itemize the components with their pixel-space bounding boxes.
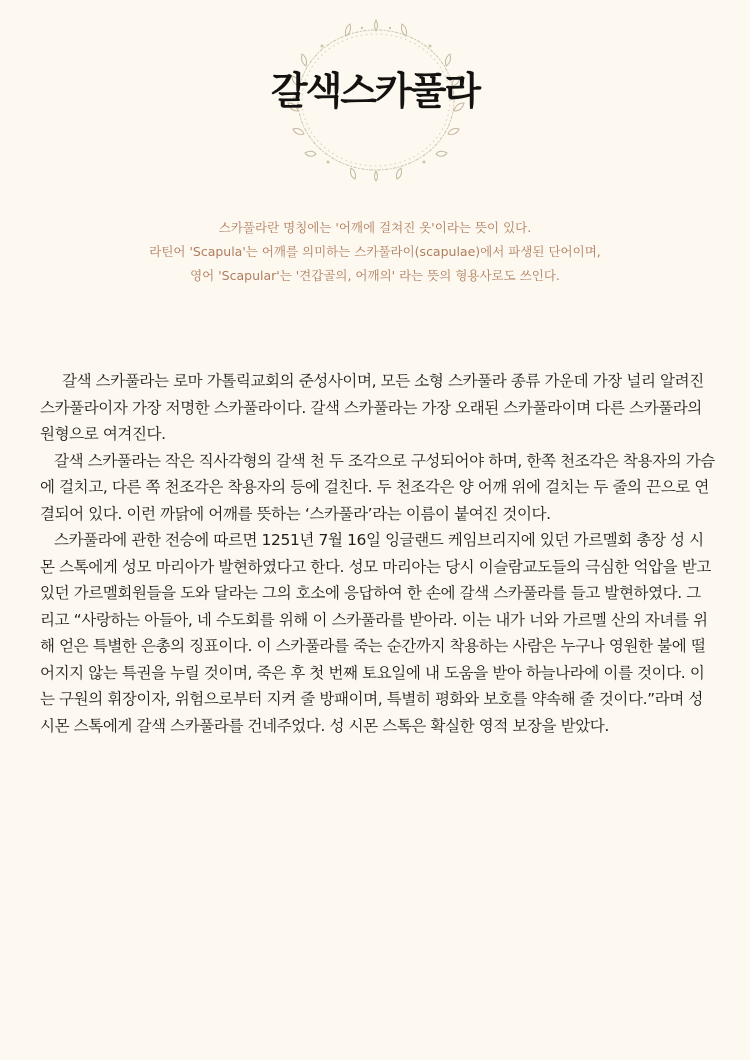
article-paragraph: 스카풀라에 관한 전승에 따르면 1251년 7월 16일 잉글랜드 케임브리지에 있던 가르멜회 총장 성 시몬 스톡에게 성모 마리아가 발현하였다고 한다. 성모 마리아는 당시 이슬람교도들의 극심한 억압을 받고 있던 가르멜회원들을 도와 달라는 그의 호소에 응답하여 한 손에 갈색 스카풀라를 들고 발현하였다. 그리고 “사랑하는 아들아, 네 수도회를 위해 이 스카풀라를 받아라. 이는 내가 너와 가르멜 산의 자녀를 위해 얻은 특별한 은총의 징표이다. 이 스카풀라를 죽는 순간까지 착용하는 사람은 누구나 영원한 불에 떨어지지 않는 특권을 누릴 것이며, 죽은 후 첫 번째 토요일에 내 도움을 받아 하늘나라에 이를 것이다. 이는 구원의 휘장이자, 위험으로부터 지켜 줄 방패이며, 특별히 평화와 보호를 약속해 줄 것이다.”라며 성 시몬 스톡에게 갈색 스카풀라를 건네주었다. 성 시몬 스톡은 확실한 영적 보장을 받았다.	[40, 531, 711, 735]
page-header	[0, 0, 750, 200]
intro-line: 영어 'Scapular'는 '견갑골의, 어깨의' 라는 뜻의 형용사로도 쓰인다.	[190, 268, 560, 283]
article-body	[40, 368, 715, 739]
intro-line: 라틴어 'Scapula'는 어깨를 의미하는 스카풀라이(scapulae)에서 파생된 단어이며,	[149, 244, 601, 259]
article-paragraph: 갈색 스카풀라는 로마 가톨릭교회의 준성사이며, 모든 소형 스카풀라 종류 가운데 가장 널리 알려진 스카풀라이자 가장 저명한 스카풀라이다. 갈색 스카풀라는 가장 오래된 스카풀라이며 다른 스카풀라의 원형으로 여겨진다.	[40, 372, 704, 443]
intro-block	[0, 216, 750, 288]
intro-line: 스카풀라란 명칭에는 '어깨에 걸쳐진 옷'이라는 뜻이 있다.	[218, 220, 532, 235]
page-title: 갈색스카풀라	[270, 69, 480, 113]
article-paragraph: 갈색 스카풀라는 작은 직사각형의 갈색 천 두 조각으로 구성되어야 하며, 한쪽 천조각은 착용자의 가슴에 걸치고, 다른 쪽 천조각은 착용자의 등에 걸친다. 두 천조각은 양 어깨 위에 걸치는 두 줄의 끈으로 연결되어 있다. 이런 까닭에 어깨를 뜻하는 ‘스카풀라’라는 이름이 붙여진 것이다.	[40, 451, 715, 523]
